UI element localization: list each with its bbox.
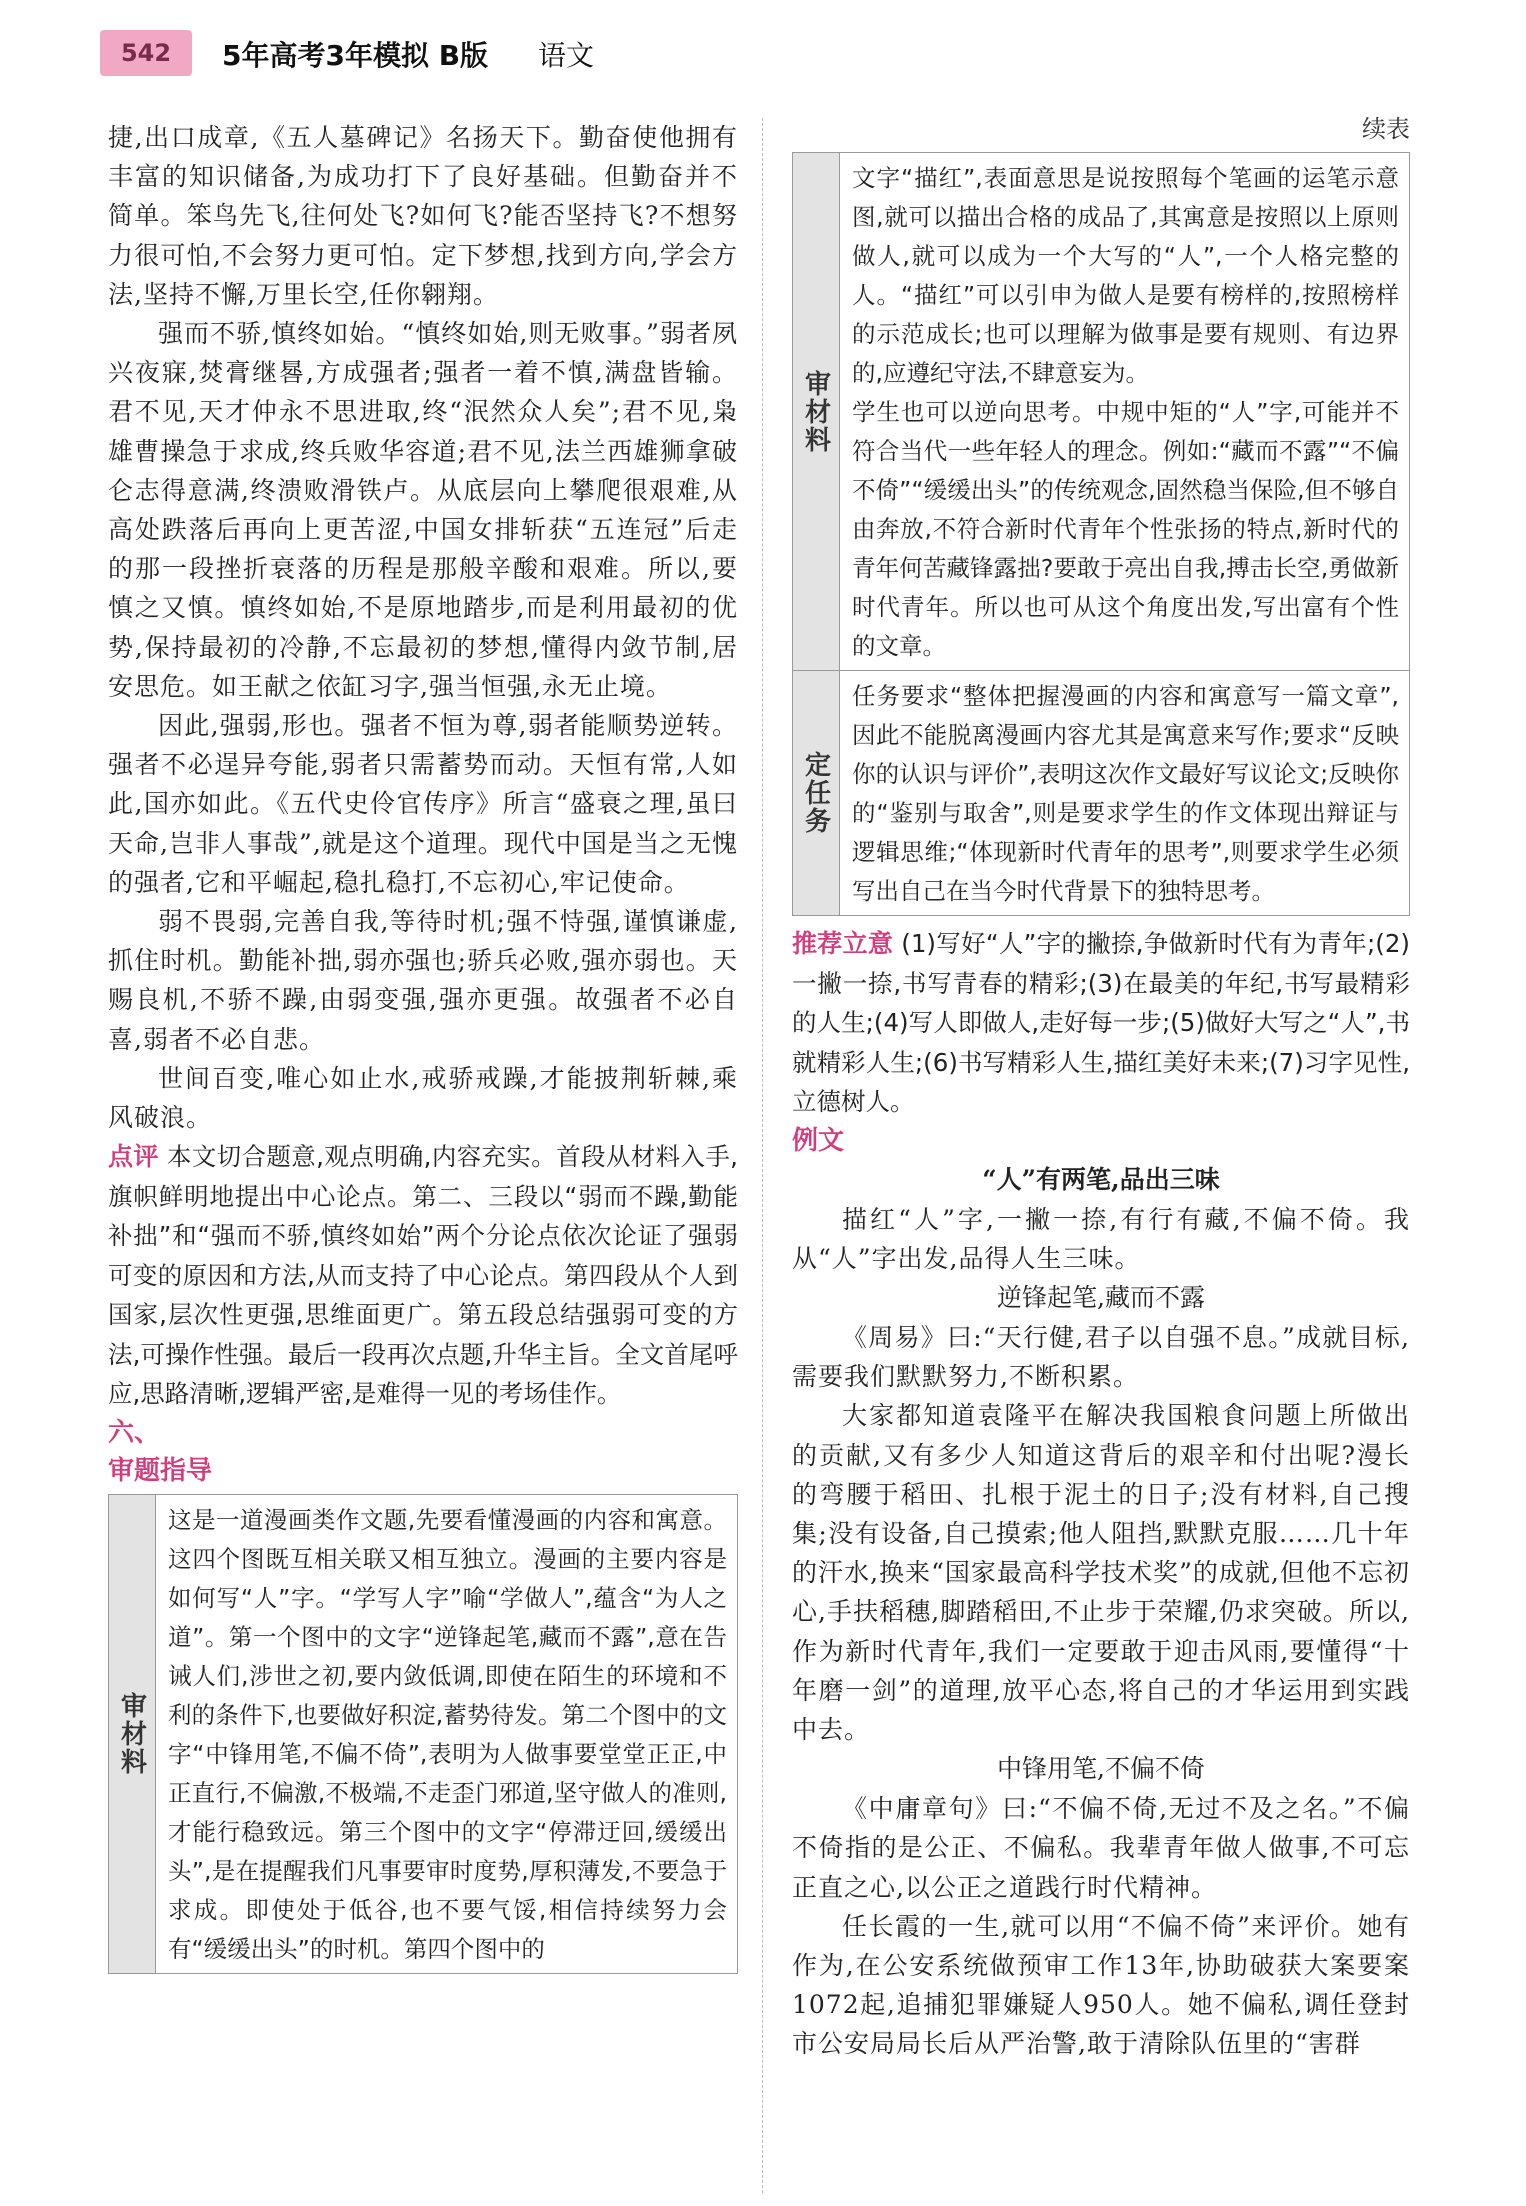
essay-paragraph-5: 世间百变,唯心如止水,戒骄戒躁,才能披荆斩棘,乘风破浪。 [108, 1063, 738, 1133]
example-paragraph-4: 《中庸章句》曰:“不偏不倚,无过不及之名。”不偏不倚指的是公正、不偏私。我辈青年做人做事,不可忘正直之心,以公正之道践行时代精神。 [792, 1794, 1410, 1902]
example-tag: 例文 [792, 1125, 845, 1156]
row1-text-2: 学生也可以逆向思考。中规中矩的“人”字,可能并不符合当代一些年轻人的理念。例如:“藏而不露”“不偏不倚”“缓缓出头”的传统观念,固然稳当保险,但不够自由奔放,不符合新时代青年个性张扬的特点,新时代的青年何苦藏锋露拙?要敢于亮出自我,搏击长空,勇做新时代青年。所以也可从这个角度出发,写出富有个性的文章。 [852, 398, 1399, 660]
example-paragraph-1: 描红“人”字,一撇一捺,有行有藏,不偏不倚。我从“人”字出发,品得人生三味。 [792, 1204, 1410, 1273]
recommendation-text: (1)写好“人”字的撇捺,争做新时代有为青年;(2)一撇一捺,书写青春的精彩;(3)在最美的年纪,书写最精彩的人生;(4)写人即做人,走好每一步;(5)做好大写之“人”,书就精彩人生;(6)书写精彩人生,描红美好未来;(7)习字见性,立德树人。 [792, 929, 1410, 1116]
row1-label: 审材料 [793, 153, 840, 670]
row1-text: 文字“描红”,表面意思是说按照每个笔画的运笔示意图,就可以描出合格的成品了,其寓意是按照以上原则做人,就可以成为一个大写的“人”,一个人格完整的人。“描红”可以引申为做人是要有榜样的,按照榜样的示范成长;也可以理解为做事是要有规则、有边界的,应遵纪守法,不肆意妄为。 [852, 164, 1399, 387]
continued-label: 续表 [1362, 115, 1410, 143]
essay-paragraph-2: 强而不骄,慎终如始。“慎终如始,则无败事。”弱者夙兴夜寐,焚膏继晷,方成强者;强者一着不慎,满盘皆输。君不见,天才仲永不思进取,终“泯然众人矣”;君不见,枭雄曹操急于求成,终兵败华容道;君不见,法兰西雄狮拿破仑志得意满,终溃败滑铁卢。从底层向上攀爬很艰难,从高处跌落后再向上更苦涩,中国女排斩获“五连冠”后走的那一段挫折衰落的历程是那般辛酸和艰难。所以,要慎之又慎。慎终如始,不是原地踏步,而是利用最初的优势,保持最初的冷静,不忘最初的梦想,懂得内敛节制,居安思危。如王献之依缸习字,强当恒强,永无止境。 [108, 319, 738, 701]
essay-paragraph-1: 捷,出口成章,《五人墓碑记》名扬天下。勤奋使他拥有丰富的知识储备,为成功打下了良好基础。但勤奋并不简单。笨鸟先飞,往何处飞?如何飞?能否坚持飞?不想努力很可怕,不会努力更可怕。定下梦想,找到方向,学会方法,坚持不懈,万里长空,任你翱翔。 [108, 123, 738, 309]
recommendation-block [792, 924, 1410, 1122]
analysis-table [108, 1494, 738, 1974]
section-title: 审题指导 [108, 1455, 213, 1486]
table-text: 这是一道漫画类作文题,先要看懂漫画的内容和寓意。这四个图既互相关联又相互独立。漫画的主要内容是如何写“人”字。“学写人字”喻“学做人”,蕴含“为人之道”。第一个图中的文字“逆锋起笔,藏而不露”,意在告诫人们,涉世之初,要内敛低调,即使在陌生的环境和不利的条件下,也要做好积淀,蓄势待发。第二个图中的文字“中锋用笔,不偏不倚”,表明为人做事要堂堂正正,中正直行,不偏激,不极端,不走歪门邪道,坚守做人的准则,才能行稳致远。第三个图中的文字“停滞迂回,缓缓出头”,是在提醒我们凡事要审时度势,厚积薄发,不要急于求成。即使处于低谷,也不要气馁,相信持续努力会有“缓缓出头”的时机。第四个图中的 [168, 1505, 727, 1963]
row2-label: 定任务 [793, 671, 840, 915]
comment-text: 本文切合题意,观点明确,内容充实。首段从材料入手,旗帜鲜明地提出中心论点。第二、三段以“弱而不躁,勤能补拙”和“强而不骄,慎终如始”两个分论点依次论证了强弱可变的原因和方法,从而支持了中心论点。第四段从个人到国家,层次性更强,思维面更广。第五段总结强弱可变的方法,可操作性强。最后一段再次点题,升华主旨。全文首尾呼应,思路清晰,逻辑严密,是难得一见的考场佳作。 [108, 1142, 738, 1409]
essay-paragraph-3: 因此,强弱,形也。强者不恒为尊,弱者能顺势逆转。强者不必逞异夸能,弱者只需蓄势而动。天恒有常,人如此,国亦如此。《五代史伶官传序》所言“盛衰之理,虽曰天命,岂非人事哉”,就是这个道理。现代中国是当之无愧的强者,它和平崛起,稳扎稳打,不忘初心,牢记使命。 [108, 711, 738, 897]
example-paragraph-3: 大家都知道袁隆平在解决我国粮食问题上所做出的贡献,又有多少人知道这背后的艰辛和付出呢?漫长的弯腰于稻田、扎根于泥土的日子;没有材料,自己搜集;没有设备,自己摸索;他人阻挡,默默克服……几十年的汗水,换来“国家最高科学技术奖”的成就,但他不忘初心,手扶稻穗,脚踏稻田,不止步于荣耀,仍求突破。所以,作为新时代青年,我们一定要敢于迎击风雨,要懂得“十年磨一剑”的道理,放平心态,将自己的才华运用到实践中去。 [792, 1401, 1410, 1744]
right-column [792, 112, 1410, 2064]
subheading-1: 逆锋起笔,藏而不露 [997, 1282, 1205, 1312]
essay-title: “人”有两笔,品出三味 [982, 1164, 1220, 1194]
example-paragraph-5: 任长霞的一生,就可以用“不偏不倚”来评价。她有作为,在公安系统做预审工作13年,协助破获大案要案1072起,追捕犯罪嫌疑人950人。她不偏私,调任登封市公安局局长后从严治警,敢于清除队伍里的“害群 [792, 1911, 1410, 2059]
left-column [108, 118, 738, 1974]
recommendation-tag: 推荐立意 [792, 929, 894, 958]
subject-label: 语文 [538, 39, 595, 72]
column-divider [762, 118, 763, 2193]
comment-tag: 点评 [108, 1142, 159, 1172]
example-paragraph-2: 《周易》曰:“天行健,君子以自强不息。”成就目标,需要我们默默努力,不断积累。 [792, 1322, 1410, 1392]
table-row-2 [792, 671, 1410, 916]
essay-paragraph-4: 弱不畏弱,完善自我,等待时机;强不恃强,谨慎谦虚,抓住时机。勤能补拙,弱亦强也;骄兵必败,强亦弱也。天赐良机,不骄不躁,由弱变强,强亦更强。故强者不必自喜,弱者不必自悲。 [108, 907, 738, 1054]
section-number: 六、 [108, 1417, 161, 1448]
book-title: 5年高考3年模拟 B版 [222, 39, 489, 72]
comment-block [108, 1137, 738, 1414]
page-number-badge: 542 [100, 30, 192, 76]
table-row-1 [792, 152, 1410, 671]
table-label: 审材料 [109, 1495, 156, 1973]
row2-text: 任务要求“整体把握漫画的内容和寓意写一篇文章”,因此不能脱离漫画内容尤其是寓意来写作;要求“反映你的认识与评价”,表明这次作文最好写议论文;反映你的“鉴别与取舍”,则是要求学生的作文体现出辩证与逻辑思维;“体现新时代青年的思考”,则要求学生必须写出自己在当今时代背景下的独特思考。 [852, 682, 1399, 905]
subheading-2: 中锋用笔,不偏不倚 [997, 1754, 1205, 1784]
